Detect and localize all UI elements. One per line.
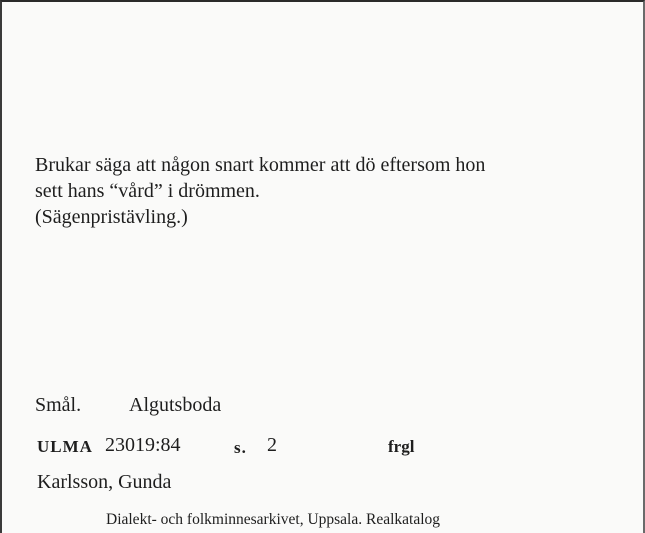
page-number: 2 <box>267 434 277 456</box>
text-line-3: (Sägenpristävling.) <box>35 206 188 228</box>
region-label: Smål. <box>35 394 82 416</box>
parish-label: Algutsboda <box>129 394 222 416</box>
page-label: s. <box>234 438 247 457</box>
informant-name: Karlsson, Gunda <box>37 471 172 493</box>
accession-number: 23019:84 <box>105 434 181 456</box>
category-code: frgl <box>388 437 415 456</box>
archive-footer: Dialekt- och folkminnesarkivet, Uppsala. Realkatalog <box>106 511 441 528</box>
card-body-text <box>35 152 635 230</box>
archive-code: ULMA <box>37 437 93 456</box>
text-line-2: sett hans “vård” i drömmen. <box>35 180 260 202</box>
text-line-1: Brukar säga att någon snart kommer att dö eftersom hon <box>35 154 486 176</box>
